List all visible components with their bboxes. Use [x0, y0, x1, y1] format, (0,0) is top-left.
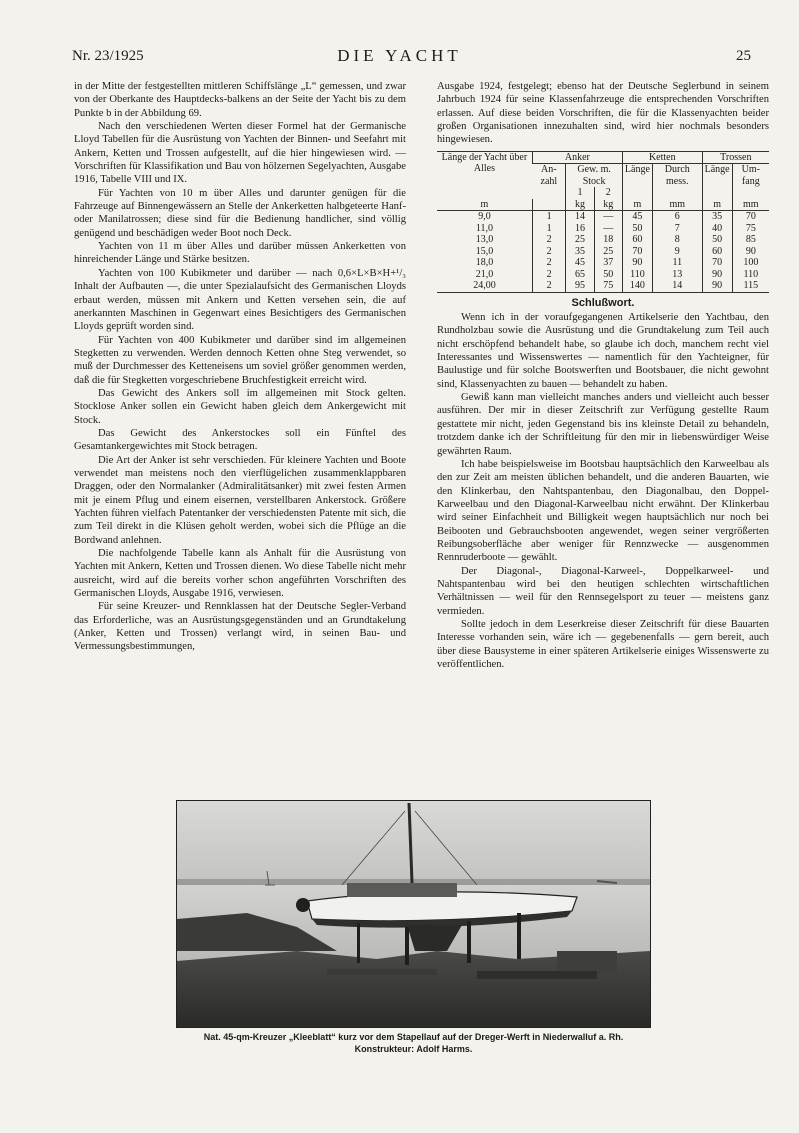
- table-cell: 50: [702, 234, 732, 246]
- table-cell: 75: [732, 223, 769, 235]
- paragraph: Gewiß kann man vielleicht manches anders und vielleicht auch besser ausführen. Der mir in dieser Zeitschrift zur Verfügung gestellte Raum gestattete mir nicht, jeden Gegenstand bis ins kleinste Detail zu behandeln, trotzdem danke ich der Schriftleitung für den mir in liebenswürdiger Weise gewährten Raum.: [437, 392, 769, 457]
- table-cell: 11: [652, 257, 702, 269]
- table-cell: 9: [652, 246, 702, 258]
- page-number: 25: [736, 48, 751, 64]
- table-cell: 1: [532, 223, 565, 235]
- table-cell: 2: [532, 234, 565, 246]
- paragraph: Das Gewicht des Ankers soll im allgemeinen mit Stock gelten. Stocklose Anker sollen ein Gewicht haben gleich dem Ankergewicht mit Stock.: [74, 387, 406, 426]
- table-cell: —: [594, 211, 622, 223]
- table-cell: 70: [702, 257, 732, 269]
- table-cell: 65: [566, 269, 594, 281]
- col-header-anchor-1: 1: [566, 187, 594, 199]
- paragraph: Ausgabe 1924, festgelegt; ebenso hat der Deutsche Seglerbund in seinem Jahrbuch 1924 für seine Klassenfahrzeuge die entsprechenden Vorschriften erlassen. Auf diese beiden Vorschriften, die für die Klassenyachten beider großen Organisationen innezuhalten sind, wird hier nochmals besonders hingewiesen.: [437, 81, 769, 146]
- table-row: [437, 280, 769, 292]
- table-cell: 60: [622, 234, 652, 246]
- table-cell: 35: [566, 246, 594, 258]
- table-cell: 40: [702, 223, 732, 235]
- table-cell: 75: [594, 280, 622, 292]
- table-cell: 90: [702, 269, 732, 281]
- table-cell: 14: [652, 280, 702, 292]
- unit-blank: [532, 199, 565, 211]
- paragraph: Yachten von 11 m über Alles und darüber müssen Ankerketten von hinreichender Länge und Stärke besitzen.: [74, 241, 406, 266]
- table-cell: 18,0: [475, 257, 494, 269]
- table-cell: 11,0: [475, 222, 493, 234]
- table-cell: 115: [732, 280, 769, 292]
- unit-m: [437, 187, 532, 199]
- table-cell: 110: [622, 269, 652, 281]
- page-header: [0, 48, 799, 70]
- unit-m: m: [702, 199, 732, 211]
- paragraph: Yachten von 100 Kubikmeter und darüber — nach 0,6×L×B×H+¹/₃ Inhalt der Aufbauten —, die unter Spezialaufsicht des Germanischen Lloyds erbaut werden, müssen mit Ankern und Ketten versehen sein, die auf anerkannten Maschinen in Gegenwart eines Besichtigers des Germanischen Lloyds geprüft worden sind.: [74, 267, 406, 333]
- table-cell: 16: [566, 223, 594, 235]
- table-cell: 60: [702, 246, 732, 258]
- col-header-chain-length: Länge: [622, 164, 652, 199]
- unit-kg: kg: [594, 199, 622, 211]
- photo-caption: [176, 1031, 651, 1055]
- paragraph: Der Diagonal-, Diagonal-Karweel-, Doppelkarweel- und Nahtspantenbau wird bei den heutigen schlechten wirtschaftlichen Verhältnissen — weil für den Rennsegelsport zu teuer — meistens ganz vermieden.: [437, 565, 769, 617]
- table-cell: 6: [652, 211, 702, 223]
- paragraph: in der Mitte der festgestellten mittleren Schiffslänge „L“ gemessen, und zwar von der Oberkante des Hauptdecks-balkens an der Seite der Yacht bis zu dem Punkte b in der Abbildung 69.: [74, 81, 406, 119]
- table-cell: 90: [622, 257, 652, 269]
- col-header-weight: Gew. m. Stock: [566, 164, 623, 188]
- table-cell: 24,00: [437, 280, 532, 292]
- table-row: [437, 246, 769, 258]
- table-cell: 90: [732, 246, 769, 258]
- table-cell: 37: [594, 257, 622, 269]
- table-row: [437, 234, 769, 246]
- left-column: [74, 80, 406, 654]
- table-body: [437, 211, 769, 293]
- group-header-ketten: Ketten: [622, 151, 702, 164]
- col-header-hawser-length: Länge: [702, 164, 732, 199]
- table-cell: 2: [532, 269, 565, 281]
- table-cell: —: [594, 223, 622, 235]
- paragraph: Für Yachten von 400 Kubikmeter und darüber sind im allgemeinen Stegketten zu verwenden. Werden dennoch Ketten ohne Steg verwendet, so muß der Durchmesser des Ketteneisens um soviel größer genommen werden, daß die für Stegketten vorgeschriebene Bruchfestigkeit erreicht wird.: [74, 334, 406, 386]
- magazine-title: DIE YACHT: [337, 46, 462, 65]
- table-row: [437, 223, 769, 235]
- table-cell: 2: [532, 257, 565, 269]
- col-header-length: Länge der Yacht über Alles: [437, 151, 532, 187]
- issue-number: Nr. 23/1925: [72, 48, 144, 64]
- col-header-anzahl: An-zahl: [540, 164, 558, 187]
- table-cell: 35: [702, 211, 732, 223]
- paragraph: Die Art der Anker ist sehr verschieden. Für kleinere Yachten und Boote verwendet man meistens noch den vierflügelichen zusammenklappbaren Draggen, oder den Normalanker (Admiralitätsanker) mit zwei festen Armen mit je einem Pflug und einem eisernen, verstellbaren Ankerstock. Größere Yachten führen vielfach Patentanker der verschiedensten Patente mit sich, die zum Teil direkt in die Klüsen geholt werden, wobei sich die Pflüge an die Bordwand anlehnen.: [74, 454, 406, 546]
- table-cell: 110: [732, 269, 769, 281]
- paragraph: Das Gewicht des Ankerstockes soll ein Fünftel des Gesamtankergewichtes mit Stock betragen.: [74, 427, 406, 453]
- col-header-circumference: Um-fang: [732, 164, 769, 199]
- table-cell: 50: [622, 223, 652, 235]
- table-cell: 50: [594, 269, 622, 281]
- col-header-anchor-2: 2: [594, 187, 622, 199]
- table-cell: 70: [622, 246, 652, 258]
- table-cell: 9,0: [478, 211, 491, 223]
- table-cell: 45: [566, 257, 594, 269]
- table-cell: 1: [532, 211, 565, 223]
- table-cell: 13: [652, 269, 702, 281]
- col-header-diameter: Durch mess.: [652, 164, 702, 199]
- caption-line: Nat. 45-qm-Kreuzer „Kleeblatt“ kurz vor dem Stapellauf auf der Dreger-Werft in Niederwalluf a. Rh.: [203, 1032, 624, 1042]
- group-header-trossen: Trossen: [702, 151, 769, 164]
- paragraph: Sollte jedoch in dem Leserkreise dieser Zeitschrift für diese Bauarten Interesse vorhanden sein, wäre ich — gegebenenfalls — gern bereit, auch über diese Bausysteme in einer späteren Artikelserie einiges Wissenswerte zu veröffentlichen.: [437, 618, 769, 670]
- paragraph: Für Yachten von 10 m über Alles und darunter genügen für die Fahrzeuge auf Binnengewässern an Stelle der Ankerketten halbgeteerte Hanf- oder Manilatrossen; diese sind für die Bedienung handlicher, sind völlig genügend und beschädigen weder Boot noch Deck.: [74, 187, 406, 239]
- table-cell: 140: [622, 280, 652, 292]
- paragraph: Wenn ich in der voraufgegangenen Artikelserie den Yachtbau, den Rundholzbau sowie die Ausrüstung und die Grundtakelung zum Teil auch nicht erschöpfend behandelt habe, so glaube ich doch, manchem recht viel Interessantes und Wissenswertes — namentlich für den Yachteigner, für Baulustige und für solche Bootswerften und Bootsbauer, die nicht gewohnt sind, Klassenyachten zu bauen — behandelt zu haben.: [437, 312, 769, 390]
- paragraph: Nach den verschiedenen Werten dieser Formel hat der Germanische Lloyd Tabellen für die Ausrüstung von Yachten der Binnen- und Seefahrt mit Ankern, Ketten und Trossen aufgestellt, auf die hier hingewiesen wird. — Vorschriften für Klassifikation und Bau von hölzernen Segelyachten, Ausgabe 1916, Tabelle VIII und IX.: [74, 121, 406, 186]
- unit-mm: mm: [652, 199, 702, 211]
- yacht-photograph: [176, 800, 651, 1028]
- table-cell: 13,0: [475, 234, 494, 246]
- section-title: Schlußwort.: [571, 296, 635, 309]
- caption-line: Konstrukteur: Adolf Harms.: [354, 1044, 473, 1054]
- table-cell: 100: [732, 257, 769, 269]
- table-cell: 90: [702, 280, 732, 292]
- group-header-anker: Anker: [532, 151, 622, 164]
- table-cell: 70: [732, 211, 769, 223]
- table-row: [437, 211, 769, 223]
- table-cell: 95: [566, 280, 594, 292]
- anchor-equipment-table: [437, 151, 769, 293]
- table-row: [437, 257, 769, 269]
- table-cell: 2: [532, 280, 565, 292]
- table-cell: 14: [566, 211, 594, 223]
- unit-m: m: [437, 199, 532, 211]
- unit-mm: mm: [732, 199, 769, 211]
- table-cell: 7: [652, 223, 702, 235]
- right-column: [437, 80, 769, 671]
- paragraph: Ich habe beispielsweise im Bootsbau hauptsächlich den Karweelbau als den zur Zeit am meisten üblichen behandelt, und die anderen Bauarten, wie den Klinkerbau, den Nahtspantenbau, den Diagonalbau, den Doppel-Karweelbau und den Diagonal-Karweelbau nicht erwähnt. Der Klinkerbau wird seiner Einfachheit und Billigkeit wegen hauptsächlich nur noch bei Beibooten und Gebrauchsbooten angewendet, wegen seiner vergrößerten Reibungsoberfläche aber weniger für Rennzwecke — ausgenommen Rennruderboote — gewählt.: [437, 458, 769, 564]
- table-cell: 25: [594, 246, 622, 258]
- table-cell: 8: [652, 234, 702, 246]
- table-cell: 21,0: [475, 268, 494, 280]
- unit-kg: kg: [566, 199, 594, 211]
- table-cell: 15,0: [475, 245, 494, 257]
- table-cell: 45: [622, 211, 652, 223]
- yacht-photo-illustration: [177, 801, 650, 1027]
- paragraph: Für seine Kreuzer- und Rennklassen hat der Deutsche Segler-Verband das Erforderliche, was an Ausrüstungsgegenständen und an Grundtakelung (Anker, Ketten und Trossen) verlangt wird, in seinen Bau- und Vermessungsbestimmungen,: [74, 601, 406, 653]
- paragraph: Die nachfolgende Tabelle kann als Anhalt für die Ausrüstung von Yachten mit Ankern, Ketten und Trossen dienen. Wo diese Tabelle nicht mehr ausreicht, wird auf die bereits vorher schon angeführten Vorschriften des Germanischen Lloyds, Ausgabe 1916, verwiesen.: [74, 548, 406, 600]
- table-row: [437, 269, 769, 281]
- unit-m: m: [622, 199, 652, 211]
- table-cell: 85: [732, 234, 769, 246]
- table-cell: 18: [594, 234, 622, 246]
- table-cell: 2: [532, 246, 565, 258]
- table-cell: 25: [566, 234, 594, 246]
